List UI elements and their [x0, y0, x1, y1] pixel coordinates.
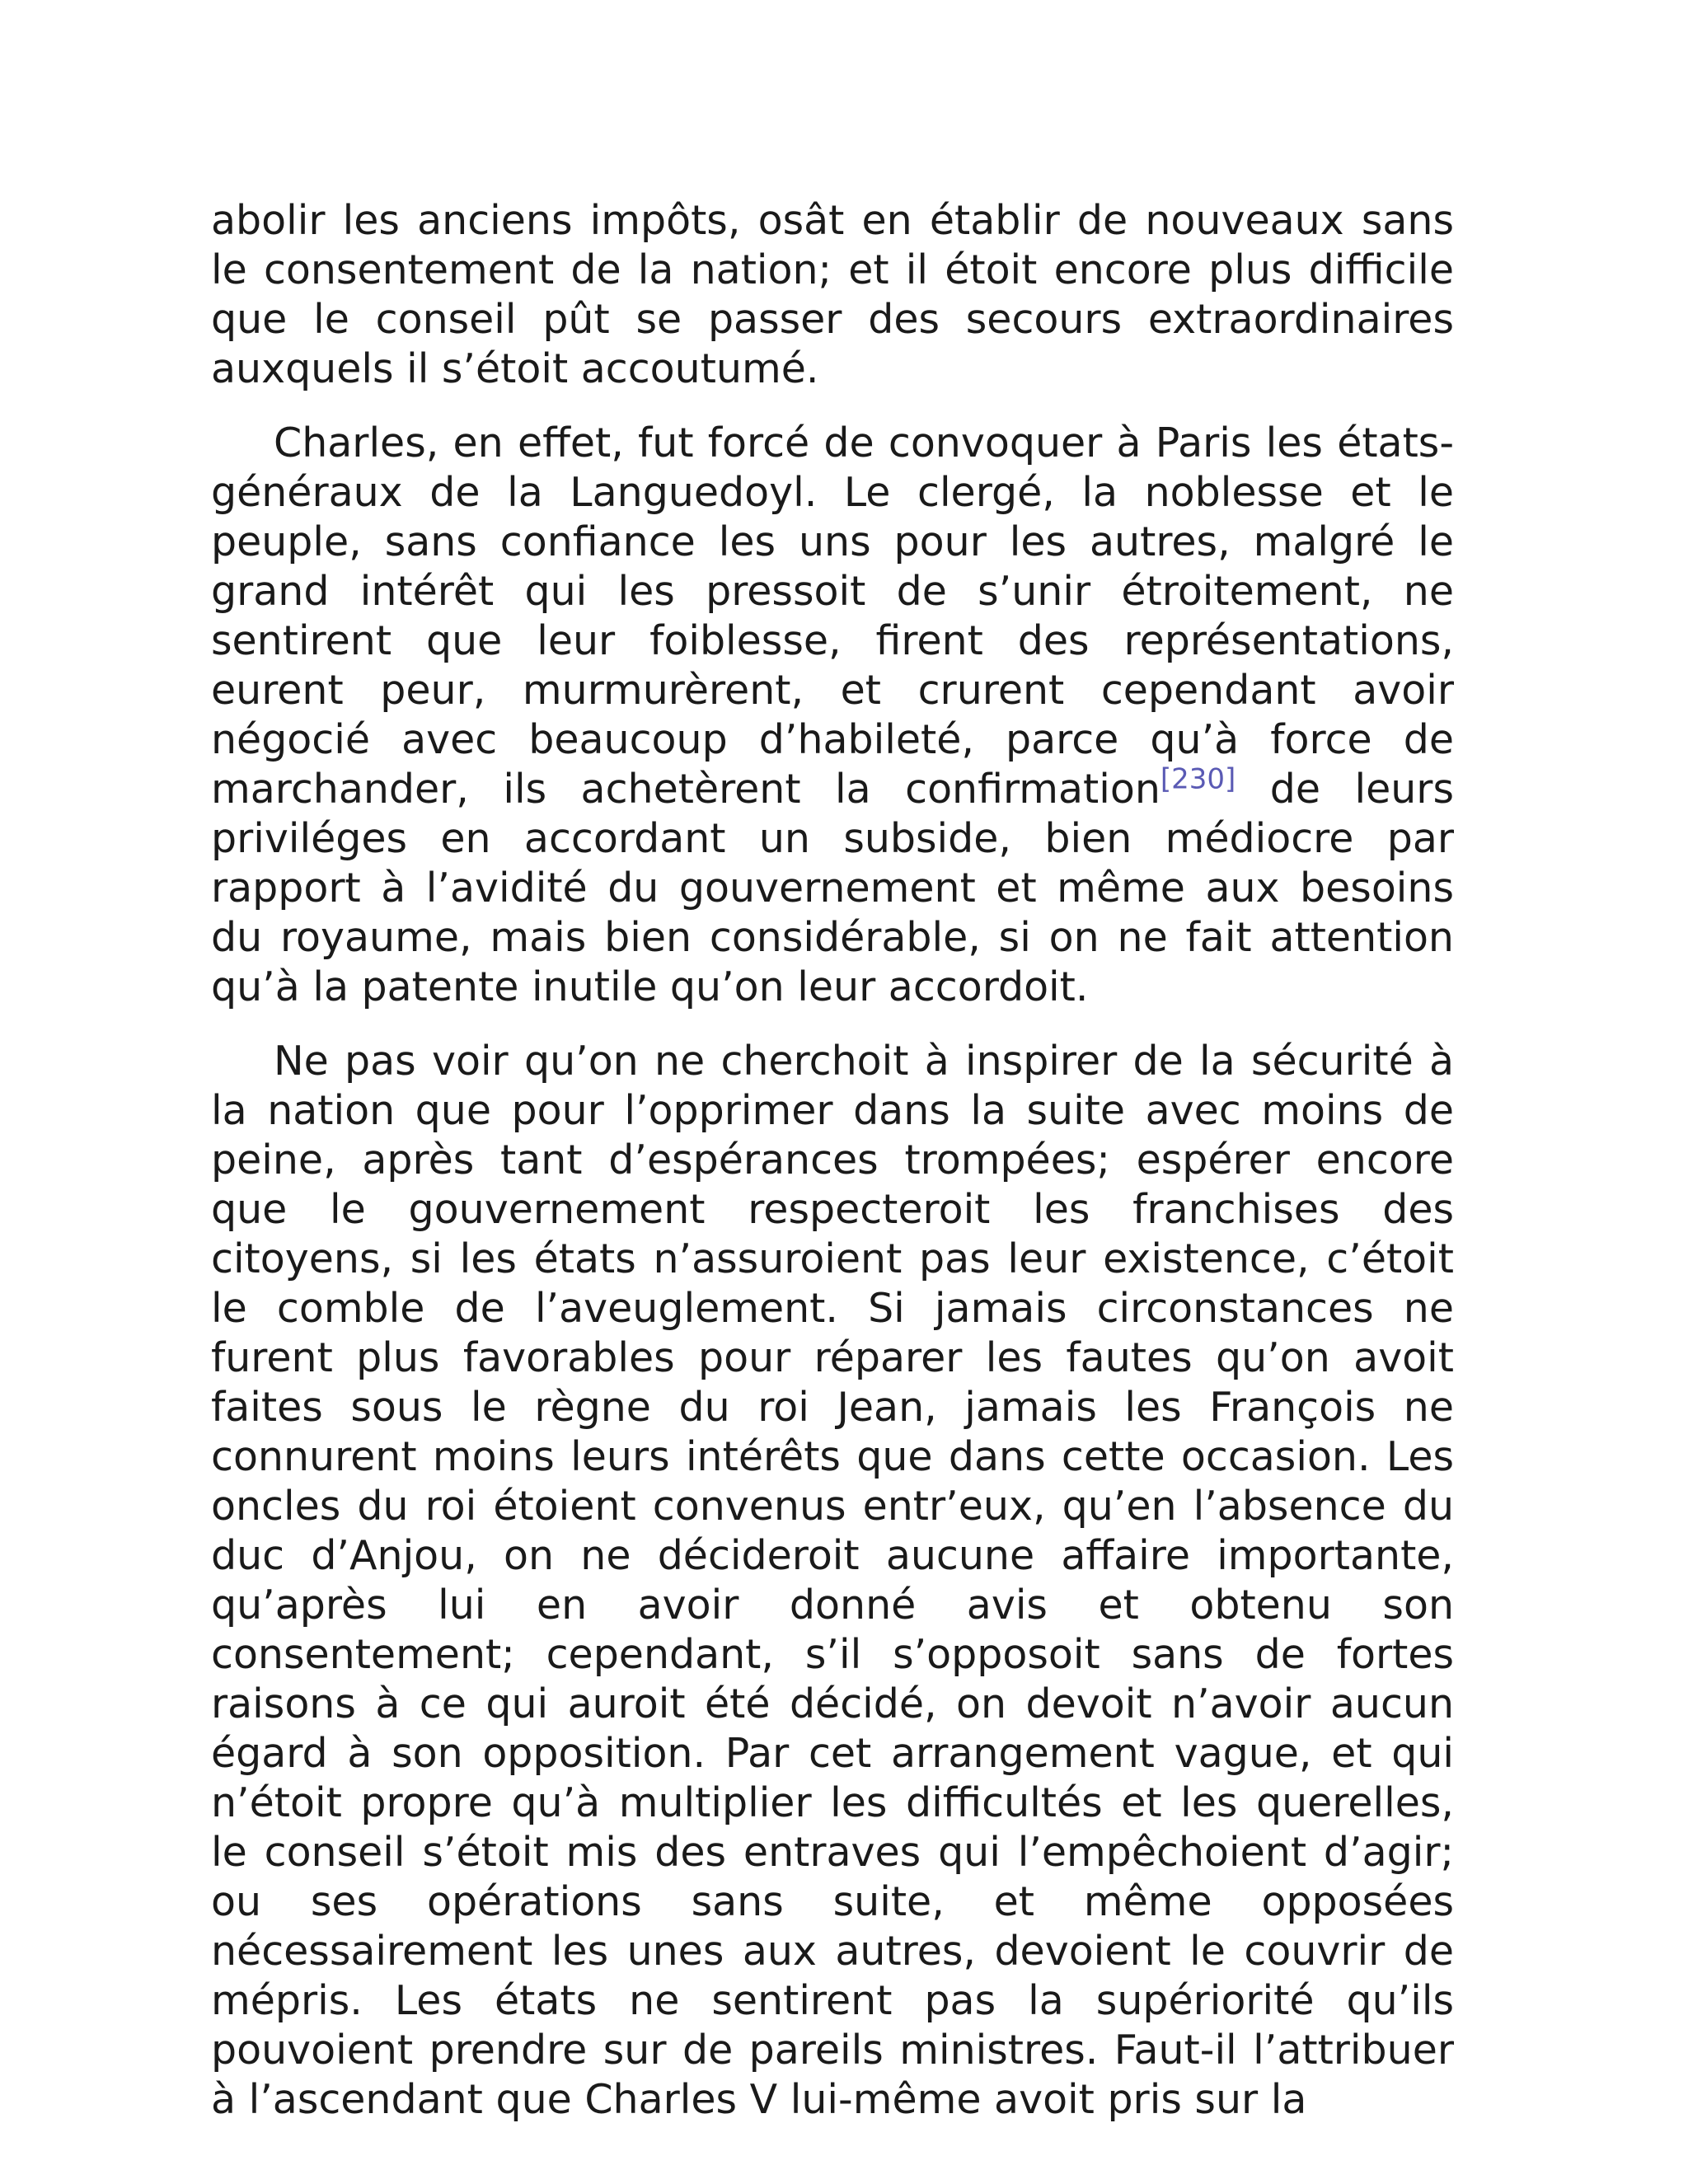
footnote-ref-230[interactable]: [230] — [1160, 762, 1236, 796]
paragraph-3: Ne pas voir qu’on ne cherchoit à inspirer de la sécurité à la nation que pour l’opprimer dans la suite avec moins de peine, après tant d’espérances trompées; espérer encore que le gouvernement respecteroit les franchises des citoyens, si les états n’assuroient pas leur existence, c’étoit le comble de l’aveuglement. Si jamais circonstances ne furent plus favorables pour réparer les fautes qu’on avoit faites sous le règne du roi Jean, jamais les François ne connurent moins leurs intérêts que dans cette occasion. Les oncles du roi étoient convenus entr’eux, qu’en l’absence du duc d’Anjou, on ne décideroit aucune affaire importante, qu’après lui en avoir donné avis et obtenu son consentement; cependant, s’il s’opposoit sans de fortes raisons à ce qui auroit été décidé, on devoit n’avoir aucun égard à son opposition. Par cet arrangement vague, et qui n’étoit propre qu’à multiplier les difficultés et les querelles, le conseil s’étoit mis des entraves qui l’empêchoient d’agir; ou ses opérations sans suite, et même opposées nécessairement les unes aux autres, devoient le couvrir de mépris. Les états ne sentirent pas la supériorité qu’ils pouvoient prendre sur de pareils ministres. Faut-il l’attribuer à l’ascendant que Charles V lui-même avoit pris sur la — [211, 1038, 1454, 2123]
document-page — [211, 196, 1454, 2149]
paragraph-2-text-before: Charles, en effet, fut forcé de convoquer à Paris les états-généraux de la Languedoyl. Le clergé, la noblesse et le peuple, sans confiance les uns pour les autres, malgré le grand intérêt qui les pressoit de s’unir étroitement, ne sentirent que leur foiblesse, firent des représentations, eurent peur, murmurèrent, et crurent cependant avoir négocié avec beaucoup d’habileté, parce qu’à force de marchander, ils achetèrent la confirmation — [211, 419, 1454, 813]
paragraph-2-text-after: de leurs priviléges en accordant un subside, bien médiocre par rapport à l’avidité du gouvernement et même aux besoins du royaume, mais bien considérable, si on ne fait attention qu’à la patente inutile qu’on leur accordoit. — [211, 766, 1454, 1010]
paragraph-2 — [211, 419, 1454, 1012]
paragraph-1: abolir les anciens impôts, osât en établir de nouveaux sans le consentement de la nation; et il étoit encore plus difficile que le conseil pût se passer des secours extraordinaires auxquels il s’étoit accoutumé. — [211, 197, 1454, 392]
